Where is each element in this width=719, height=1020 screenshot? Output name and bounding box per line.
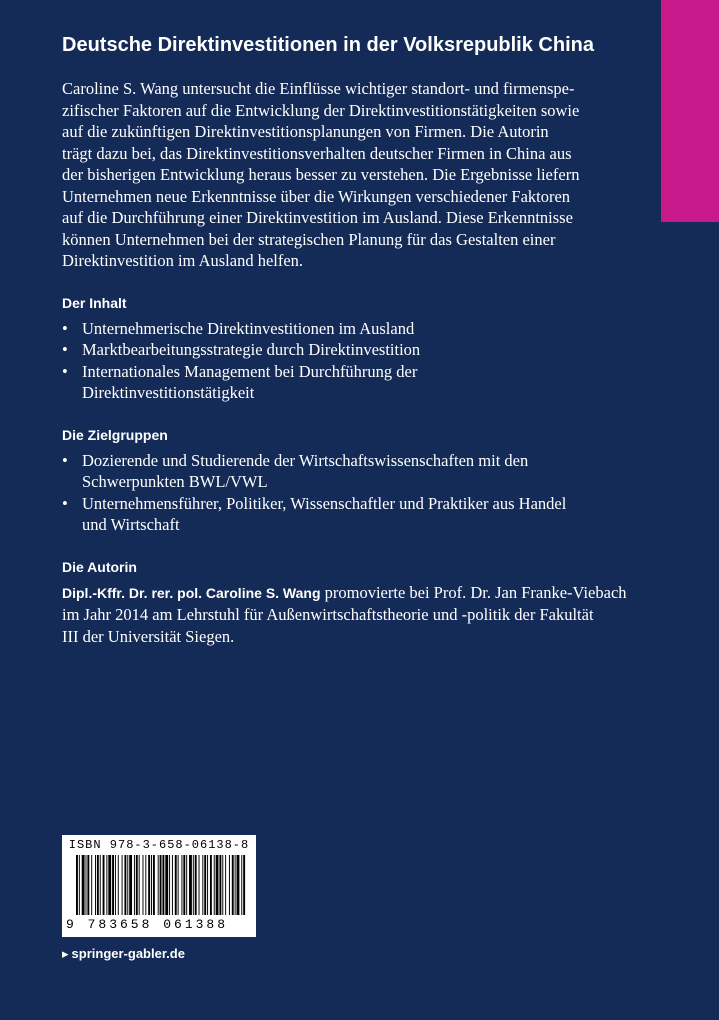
barcode-bar (148, 855, 150, 915)
barcode-bar (169, 855, 170, 915)
barcode-bar (181, 855, 182, 915)
barcode-bar (134, 855, 135, 915)
author-line: III der Universität Siegen. (62, 626, 235, 646)
barcode-bar (162, 855, 164, 915)
barcode-bar (139, 855, 140, 915)
list-item-text: Internationales Management bei Durchführung der (82, 361, 418, 381)
arrow-right-icon: ▸ (62, 946, 69, 961)
barcode-bar (219, 855, 221, 915)
publisher-link[interactable] (62, 946, 185, 962)
barcode-bar (124, 855, 126, 915)
list-item-text: Marktbearbeitungsstrategie durch Direktinvestition (82, 340, 421, 359)
barcode-bar (183, 855, 185, 915)
barcode-bar (165, 855, 168, 915)
barcode-bar (237, 855, 240, 915)
barcode-bar (95, 855, 96, 915)
barcode-bar (193, 855, 194, 915)
barcode-bar (118, 855, 119, 915)
list-item-text: Unternehmerische Direktinvestitionen im Ausland (82, 318, 415, 338)
bullet-icon: • (62, 361, 68, 381)
section-heading-inhalt: Der Inhalt (62, 294, 127, 311)
intro-paragraph (62, 78, 652, 272)
barcode-bar (204, 855, 206, 915)
book-title: Deutsche Direktinvestitionen in der Volksrepublik China (62, 34, 594, 56)
inhalt-list (62, 318, 652, 404)
intro-line: Caroline S. Wang untersucht die Einflüsse wichtiger standort- und firmenspe- (62, 79, 575, 98)
bullet-icon: • (62, 450, 68, 470)
barcode-bars (76, 855, 246, 915)
barcode-bar (229, 855, 230, 915)
list-item (62, 339, 652, 361)
barcode-bar (129, 855, 132, 915)
list-item (62, 493, 652, 536)
publisher-url: springer-gabler.de (71, 946, 185, 961)
barcode-bar (178, 855, 179, 915)
barcode-bar (199, 855, 200, 915)
barcode-bar (108, 855, 111, 915)
intro-line: Direktinvestition im Ausland helfen. (62, 251, 304, 270)
barcode-bar (225, 855, 226, 915)
bullet-icon: • (62, 318, 68, 338)
barcode-bar (243, 855, 245, 915)
barcode-bar (100, 855, 101, 915)
intro-line: auf die Durchführung einer Direktinvestition im Ausland. Diese Erkenntnisse (62, 208, 573, 227)
list-item (62, 361, 652, 404)
isbn-label: ISBN 978-3-658-06138-8 (68, 838, 250, 852)
barcode-bar (145, 855, 146, 915)
barcode-bar (214, 855, 215, 915)
isbn-barcode (62, 835, 256, 937)
barcode-bar (127, 855, 128, 915)
barcode-bar (222, 855, 223, 915)
author-name: Dipl.-Kffr. Dr. rer. pol. Caroline S. Wang (62, 584, 321, 601)
list-item-text: Direktinvestitionstätigkeit (82, 383, 255, 402)
barcode-bar (122, 855, 123, 915)
barcode-bar (115, 855, 116, 915)
bullet-icon: • (62, 493, 68, 513)
list-item-text: Schwerpunkten BWL/VWL (82, 472, 268, 491)
barcode-bar (175, 855, 177, 915)
intro-line: können Unternehmen bei der strategischen Planung für das Gestalten einer (62, 229, 556, 249)
zielgruppen-list (62, 450, 652, 536)
intro-line: trägt dazu bei, das Direktinvestitionsverhalten deutscher Firmen in China aus (62, 143, 572, 163)
barcode-bar (160, 855, 162, 915)
bullet-icon: • (62, 340, 68, 359)
barcode-bar (216, 855, 219, 915)
barcode-bar (87, 855, 89, 915)
author-line: im Jahr 2014 am Lehrstuhl für Außenwirtschaftstheorie und -politik der Fakultät (62, 605, 594, 624)
list-item-text: Unternehmensführer, Politiker, Wissenschaftler und Praktiker aus Handel (82, 493, 567, 513)
back-cover-content (62, 32, 652, 647)
barcode-bar (86, 855, 87, 915)
intro-line: der bisherigen Entwicklung heraus besser zu verstehen. Die Ergebnisse liefern (62, 165, 580, 184)
barcode-bar (186, 855, 187, 915)
barcode-bar (202, 855, 203, 915)
barcode-bar (91, 855, 92, 915)
barcode-bar (158, 855, 159, 915)
barcode-bar (112, 855, 114, 915)
list-item-text: Dozierende und Studierende der Wirtschaftswissenschaften mit den (82, 450, 529, 470)
list-item-text: und Wirtschaft (82, 515, 180, 534)
barcode-bar (97, 855, 99, 915)
barcode-bar (143, 855, 144, 915)
barcode-bar (210, 855, 212, 915)
barcode-digits: 9 783658 061388 (66, 917, 229, 932)
barcode-bar (241, 855, 242, 915)
magenta-accent-bar (661, 0, 719, 222)
intro-line: zifischer Faktoren auf die Entwicklung der Direktinvestitionstätigkeiten sowie (62, 100, 580, 120)
barcode-bar (232, 855, 234, 915)
barcode-bar (151, 855, 152, 915)
barcode-bar (189, 855, 192, 915)
barcode-bar (153, 855, 155, 915)
barcode-bar (82, 855, 85, 915)
barcode-bar (172, 855, 173, 915)
barcode-bar (136, 855, 138, 915)
section-heading-autorin: Die Autorin (62, 558, 137, 575)
barcode-bar (76, 855, 78, 915)
barcode-bar (103, 855, 105, 915)
barcode-bar (79, 855, 80, 915)
list-item (62, 450, 652, 493)
section-heading-zielgruppen: Die Zielgruppen (62, 426, 168, 443)
intro-line: auf die zukünftigen Direktinvestitionsplanungen von Firmen. Die Autorin (62, 122, 549, 141)
barcode-bar (195, 855, 197, 915)
intro-line: Unternehmen neue Erkenntnisse über die Wirkungen verschiedener Faktoren (62, 186, 571, 206)
author-line: promovierte bei Prof. Dr. Jan Franke-Viebach (320, 582, 627, 602)
barcode-bar (106, 855, 107, 915)
barcode-bar (207, 855, 208, 915)
barcode-bar (235, 855, 236, 915)
list-item (62, 318, 652, 340)
author-paragraph (62, 582, 652, 648)
